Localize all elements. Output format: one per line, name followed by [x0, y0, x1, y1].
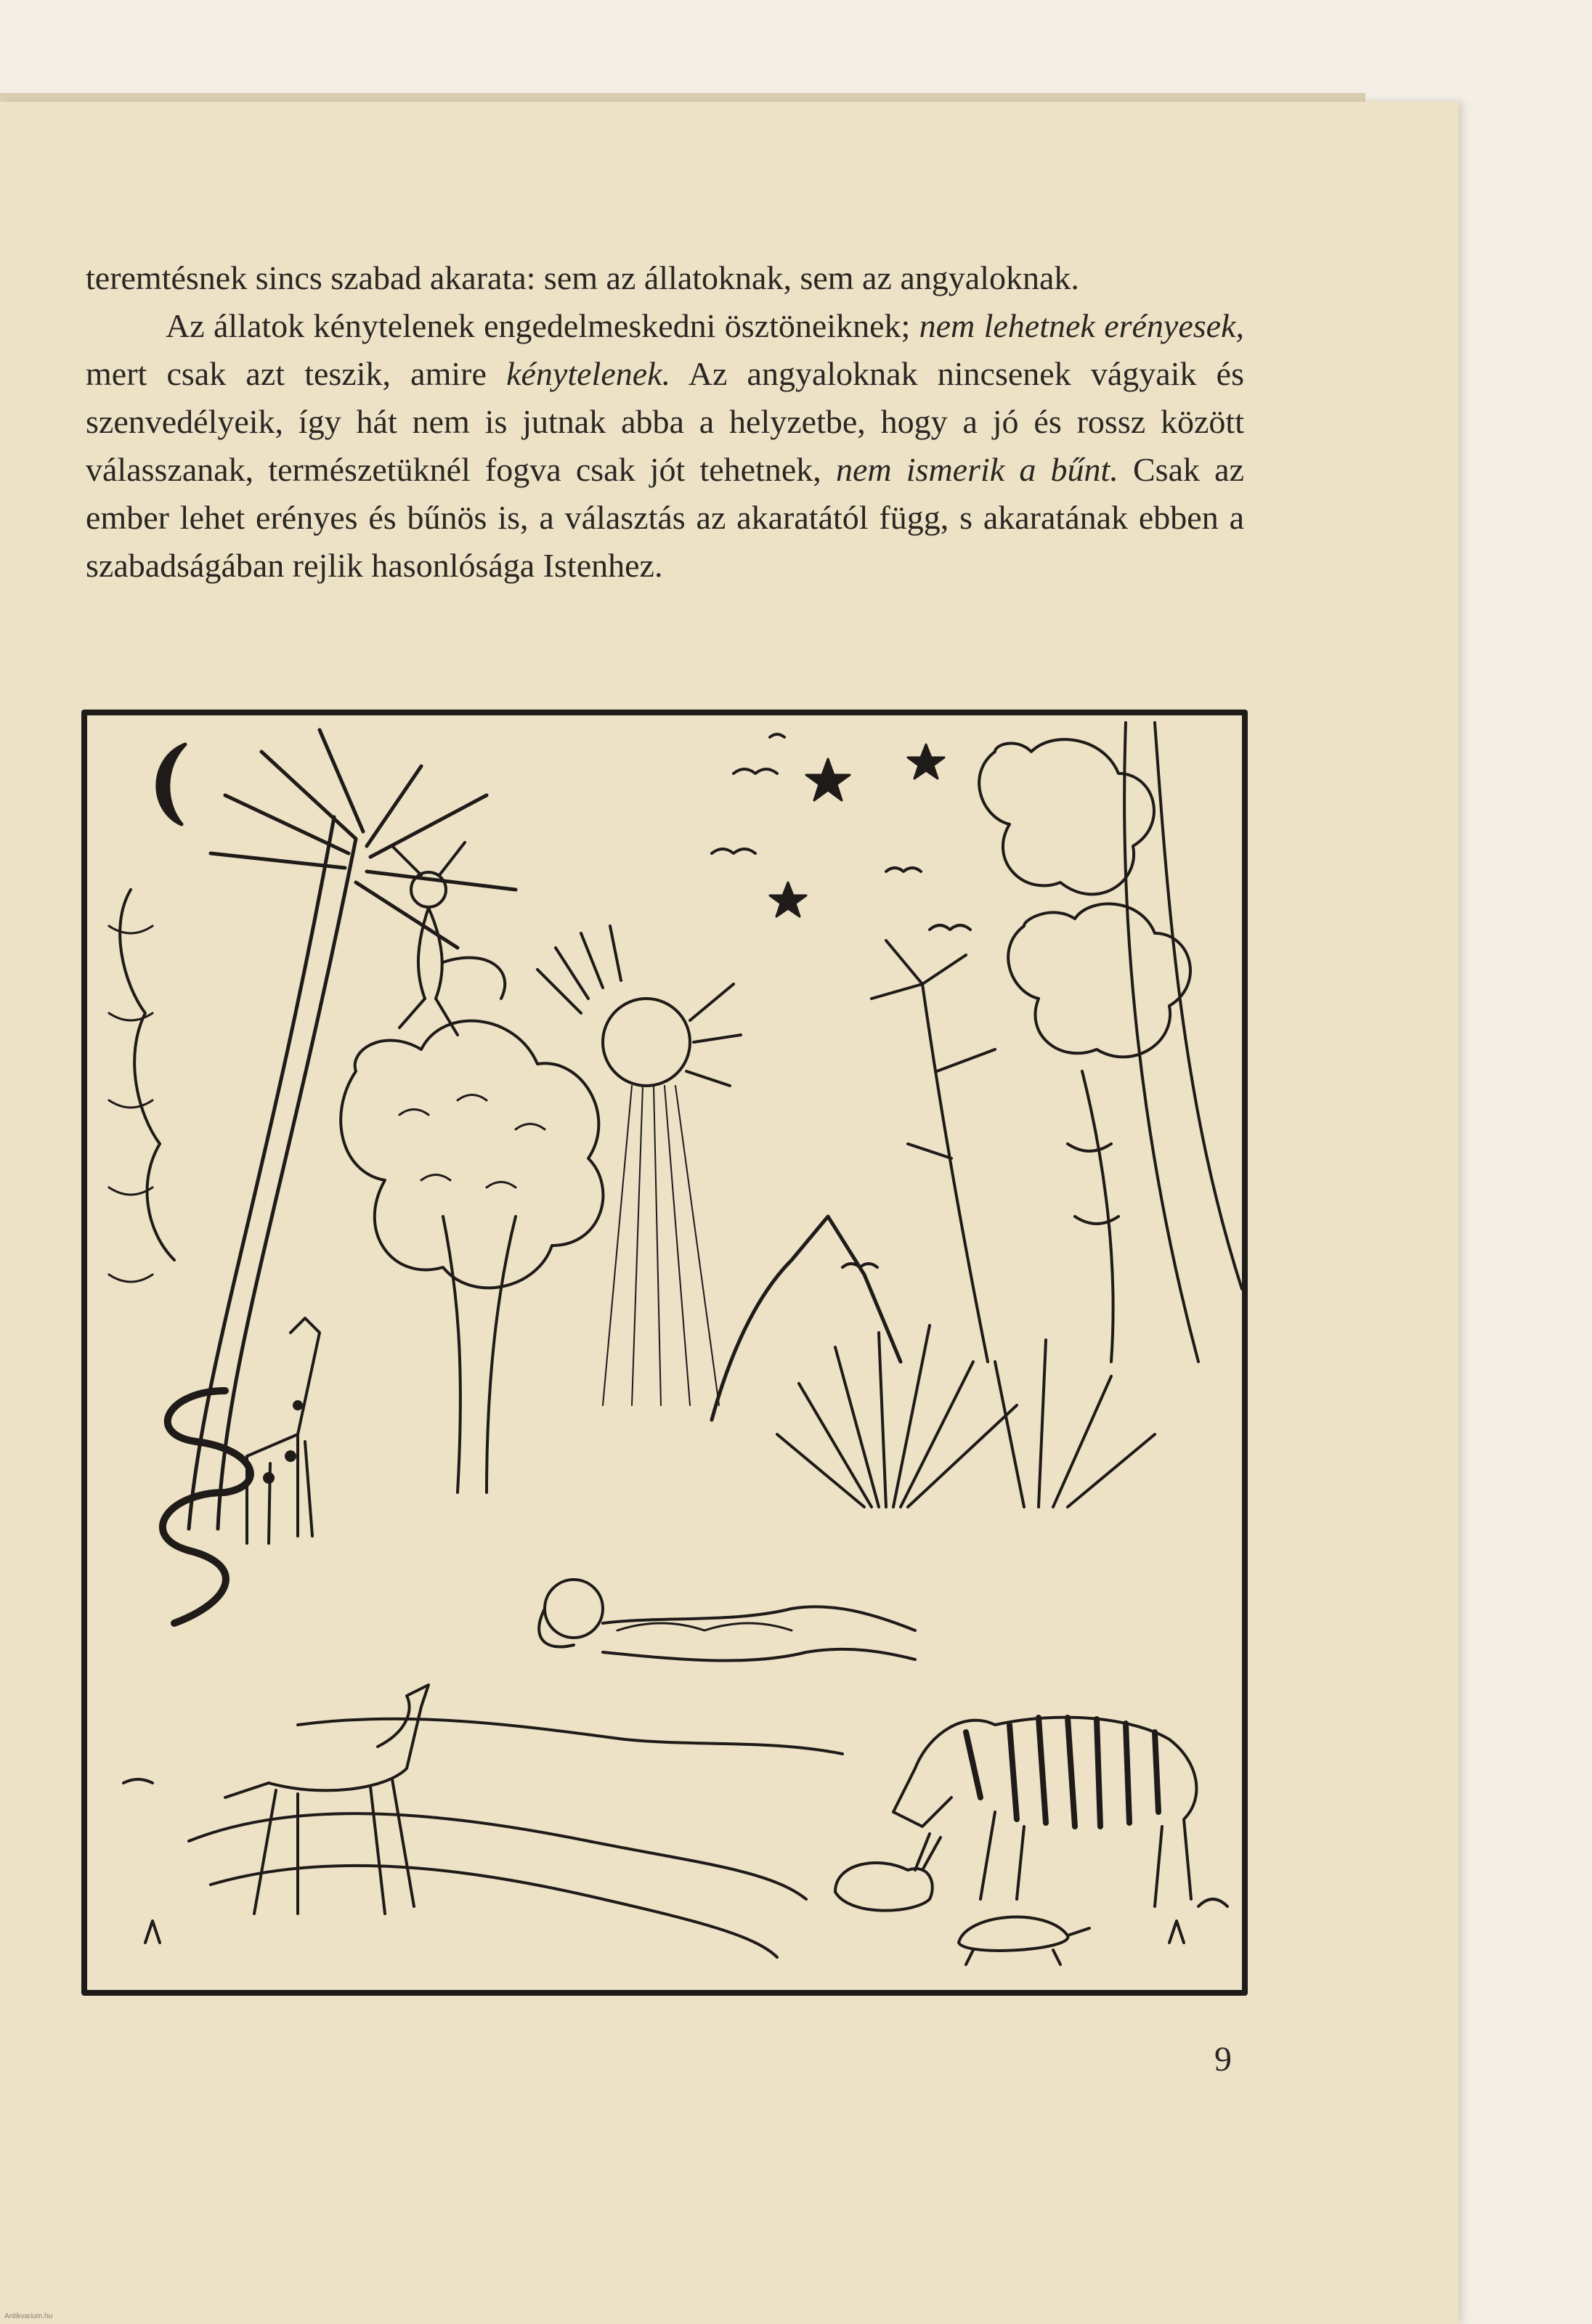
stream-icon: [189, 1719, 842, 1957]
agave-plant-icon: [777, 1325, 1155, 1507]
stars-icon: [770, 744, 944, 917]
grass-icon: [123, 1779, 1227, 1943]
paragraph-2-part-1: Az állatok kénytelenek engedelmeskedni ösztöneiknek;: [166, 307, 919, 344]
paragraph-2-part-2: mert csak azt teszik, amire: [86, 355, 507, 392]
paradise-illustration: [80, 708, 1249, 1997]
right-trees-icon: [979, 723, 1242, 1362]
watermark: Antikvarium.hu: [4, 2312, 53, 2320]
paragraph-2-part-4: Csak az ember lehet erényes és bűnös is, a választás az akaratától függ, s akaratának ebben a szabadságában rejlik hasonlósága Istenhez.: [86, 451, 1245, 584]
sun-icon: [537, 926, 741, 1405]
paragraph-2-italic-1: nem lehetnek erényesek,: [919, 307, 1244, 344]
turtle-icon: [959, 1917, 1089, 1965]
body-text: [86, 254, 1244, 590]
rabbit-icon: [835, 1834, 941, 1911]
mountain-icon: [712, 1216, 901, 1420]
paragraph-2-italic-2: kénytelenek.: [506, 355, 671, 392]
paragraph-1-text: teremtésnek sincs szabad akarata: sem az állatoknak, sem az angyaloknak.: [86, 259, 1079, 296]
thin-plant-icon: [872, 940, 995, 1362]
giraffe-icon: [247, 1318, 320, 1543]
paragraph-2-italic-3: nem ismerik a bűnt.: [835, 451, 1118, 488]
paragraph-2-part-3: Az angyaloknak nincsenek vágyaik és szenvedélyeik, így hát nem is jutnak abba a helyzetbe, hogy a jó és rossz között válasszanak, természetüknél fogva csak jót tehetnek,: [86, 355, 1245, 488]
page-number: 9: [1214, 2040, 1232, 2079]
sleeping-man-icon: [539, 1580, 915, 1661]
central-tree-icon: [341, 1021, 603, 1492]
crescent-moon-icon: [158, 744, 185, 824]
paragraph-1: [86, 254, 1244, 302]
paragraph-2: [86, 302, 1244, 590]
birds-icon: [712, 734, 970, 1267]
snake-icon: [163, 1391, 251, 1623]
zebra-icon: [893, 1718, 1196, 1906]
monkey-icon: [392, 842, 505, 1035]
